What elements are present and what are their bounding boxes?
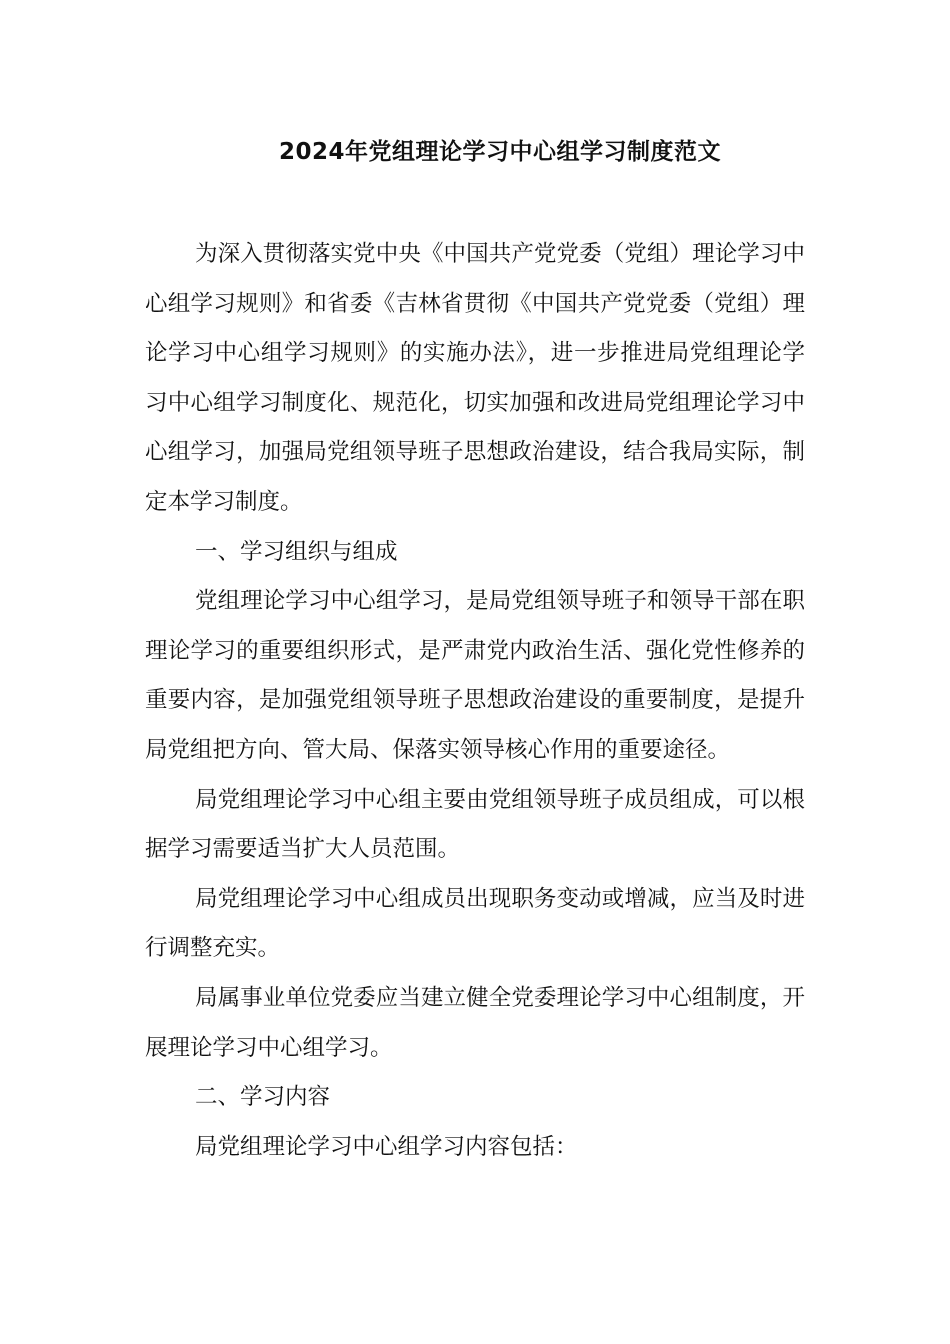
paragraph-organization-changes: 局党组理论学习中心组成员出现职务变动或增减，应当及时进行调整充实。 xyxy=(145,885,805,962)
paragraph-organization-affiliates: 局属事业单位党委应当建立健全党委理论学习中心组制度，开展理论学习中心组学习。 xyxy=(145,984,805,1061)
paragraph-organization-purpose: 党组理论学习中心组学习，是局党组领导班子和领导干部在职理论学习的重要组织形式，是严肃党内政治生活、强化党性修养的重要内容，是加强党组领导班子思想政治建设的重要制度，是提升局党组把方向、管大局、保落实领导核心作用的重要途径。 xyxy=(145,588,805,763)
section-heading-organization: 一、学习组织与组成 xyxy=(195,538,398,565)
section-heading-content: 二、学习内容 xyxy=(195,1084,331,1111)
paragraph-content-intro: 局党组理论学习中心组学习内容包括： xyxy=(195,1133,578,1160)
document-body xyxy=(145,230,805,1172)
paragraph-organization-members: 局党组理论学习中心组主要由党组领导班子成员组成，可以根据学习需要适当扩大人员范围。 xyxy=(145,786,805,863)
paragraph-intro: 为深入贯彻落实党中央《中国共产党党委（党组）理论学习中心组学习规则》和省委《吉林省贯彻《中国共产党党委（党组）理论学习中心组学习规则》的实施办法》，进一步推进局党组理论学习中心组学习制度化、规范化，切实加强和改进局党组理论学习中心组学习，加强局党组领导班子思想政治建设，结合我局实际，制定本学习制度。 xyxy=(145,241,805,515)
document-title: 2024年党组理论学习中心组学习制度范文 xyxy=(278,139,721,165)
